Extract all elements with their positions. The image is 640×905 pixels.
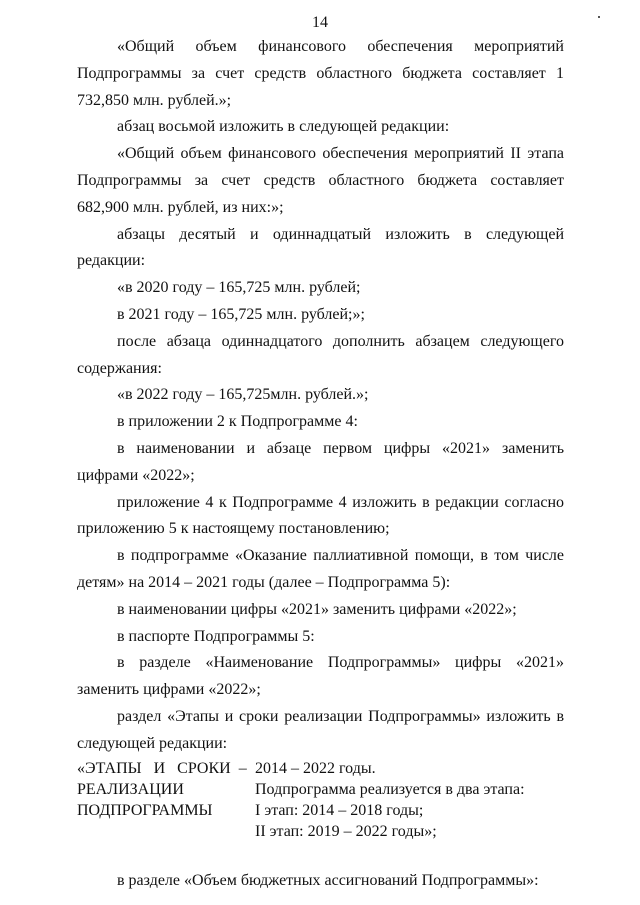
paragraph: раздел «Этапы и сроки реализации Подпрограммы» изложить в следующей редакции: <box>77 707 564 752</box>
stages-label <box>77 758 255 842</box>
paragraph: абзацы десятый и одиннадцатый изложить в следующей редакции: <box>77 225 564 270</box>
paragraph: «в 2020 году – 165,725 млн. рублей; <box>117 279 361 297</box>
paragraph: приложение 4 к Подпрограмме 4 изложить в редакции согласно приложению 5 к настоящему постановлению; <box>77 493 564 538</box>
stages-value <box>255 758 564 842</box>
paragraph: в разделе «Объем бюджетных ассигнований Подпрограммы»: <box>117 871 539 889</box>
paragraph: в приложении 2 к Подпрограмме 4: <box>117 413 358 431</box>
stages-label-line: ПОДПРОГРАММЫ <box>77 801 213 819</box>
stages-value-line: 2014 – 2022 годы. <box>255 759 376 777</box>
paragraph: «Общий объем финансового обеспечения мероприятий II этапа Подпрограммы за счет средств областного бюджета составляет 682,900 млн. рублей, из них:»; <box>77 145 564 216</box>
stages-value-line: Подпрограмма реализуется в два этапа: <box>255 780 525 798</box>
paragraph: в наименовании и абзаце первом цифры «2021» заменить цифрами «2022»; <box>77 439 564 484</box>
paragraph: абзац восьмой изложить в следующей редакции: <box>117 118 450 136</box>
scan-artifact <box>598 16 600 18</box>
stages-value-line: II этап: 2019 – 2022 годы»; <box>255 822 437 840</box>
document-body <box>77 34 564 894</box>
paragraph: в 2021 году – 165,725 млн. рублей;»; <box>117 305 365 323</box>
stages-label-line: РЕАЛИЗАЦИИ <box>77 780 184 798</box>
paragraph: в паспорте Подпрограммы 5: <box>117 627 315 645</box>
page-number: 14 <box>312 14 328 31</box>
paragraph: после абзаца одиннадцатого дополнить абзацем следующего содержания: <box>77 332 564 377</box>
paragraph: в наименовании цифры «2021» заменить цифрами «2022»; <box>117 600 517 618</box>
stages-value-line: I этап: 2014 – 2018 годы; <box>255 801 424 819</box>
paragraph: в разделе «Наименование Подпрограммы» цифры «2021» заменить цифрами «2022»; <box>77 654 564 699</box>
paragraph: «в 2022 году – 165,725млн. рублей.»; <box>117 386 369 404</box>
stages-table <box>77 758 564 842</box>
spacer <box>77 842 564 868</box>
paragraph: в подпрограмме «Оказание паллиативной помощи, в том числе детям» на 2014 – 2021 годы (далее – Подпрограмма 5): <box>77 547 564 591</box>
stages-label-line: «ЭТАПЫ И СРОКИ – <box>77 759 247 777</box>
paragraph: «Общий объем финансового обеспечения мероприятий Подпрограммы за счет средств областного бюджета составляет 1 732,850 млн. рублей.»; <box>77 38 564 109</box>
